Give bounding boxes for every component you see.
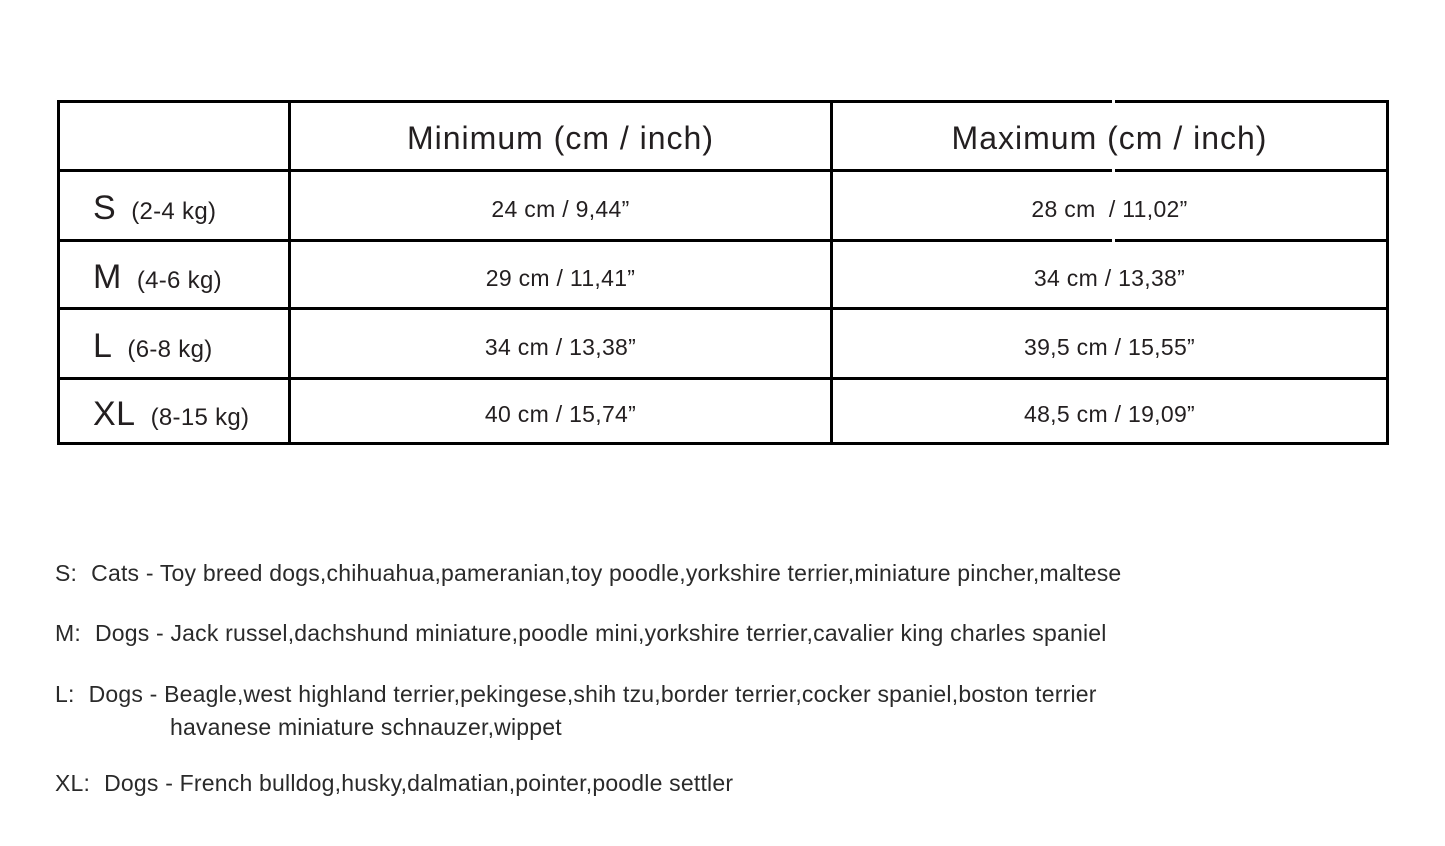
weight-range-xl: (8-15 kg) xyxy=(150,403,250,431)
maximum-column-header: Maximum (cm / inch) xyxy=(833,103,1386,169)
breed-note-xl xyxy=(55,767,1395,800)
size-label-l: L xyxy=(93,327,113,365)
minimum-column-header: Minimum (cm / inch) xyxy=(291,103,830,169)
minimum-value-m: 29 cm / 11,41” xyxy=(291,242,830,307)
table-row-size-m xyxy=(60,242,288,307)
breed-note-prefix: XL: xyxy=(55,770,91,796)
table-row-size-s xyxy=(60,172,288,239)
breed-note-text: Dogs - French bulldog,husky,dalmatian,pointer,poodle settler xyxy=(104,770,734,796)
border-gap-artifact xyxy=(1112,238,1115,244)
maximum-value-l: 39,5 cm / 15,55” xyxy=(833,310,1386,377)
breed-note-prefix: S: xyxy=(55,560,78,586)
breed-note-l xyxy=(55,678,1395,744)
weight-range-m: (4-6 kg) xyxy=(136,267,222,294)
breed-note-prefix: L: xyxy=(55,681,75,707)
weight-range-l: (6-8 kg) xyxy=(127,336,213,363)
maximum-value-s: 28 cm / 11,02” xyxy=(833,172,1386,239)
breed-note-text: Dogs - Beagle,west highland terrier,pekingese,shih tzu,border terrier,cocker spaniel,boston terrier xyxy=(88,681,1097,707)
minimum-value-l: 34 cm / 13,38” xyxy=(291,310,830,377)
weight-range-s: (2-4 kg) xyxy=(131,198,217,225)
size-label-s: S xyxy=(93,189,117,227)
maximum-value-xl: 48,5 cm / 19,09” xyxy=(833,380,1386,442)
border-gap-artifact xyxy=(1112,168,1115,174)
breed-note-m xyxy=(55,617,1395,650)
table-row-size-xl xyxy=(60,380,288,442)
table-row-size-l xyxy=(60,310,288,377)
breed-note-text: Cats - Toy breed dogs,chihuahua,pameranian,toy poodle,yorkshire terrier,miniature pincher,maltese xyxy=(91,560,1122,586)
minimum-value-s: 24 cm / 9,44” xyxy=(291,172,830,239)
breed-note-text-continued: havanese miniature schnauzer,wippet xyxy=(170,714,562,740)
border-gap-artifact xyxy=(1112,98,1115,104)
maximum-value-m: 34 cm / 13,38” xyxy=(833,242,1386,307)
size-table xyxy=(57,100,1389,445)
breed-note-s xyxy=(55,557,1395,590)
size-table-corner-cell xyxy=(60,103,288,169)
breed-note-text: Dogs - Jack russel,dachshund miniature,poodle mini,yorkshire terrier,cavalier king charles spaniel xyxy=(94,620,1107,646)
minimum-value-xl: 40 cm / 15,74” xyxy=(291,380,830,442)
size-label-m: M xyxy=(93,258,122,296)
breed-note-prefix: M: xyxy=(55,620,81,646)
size-label-xl: XL xyxy=(93,394,136,433)
